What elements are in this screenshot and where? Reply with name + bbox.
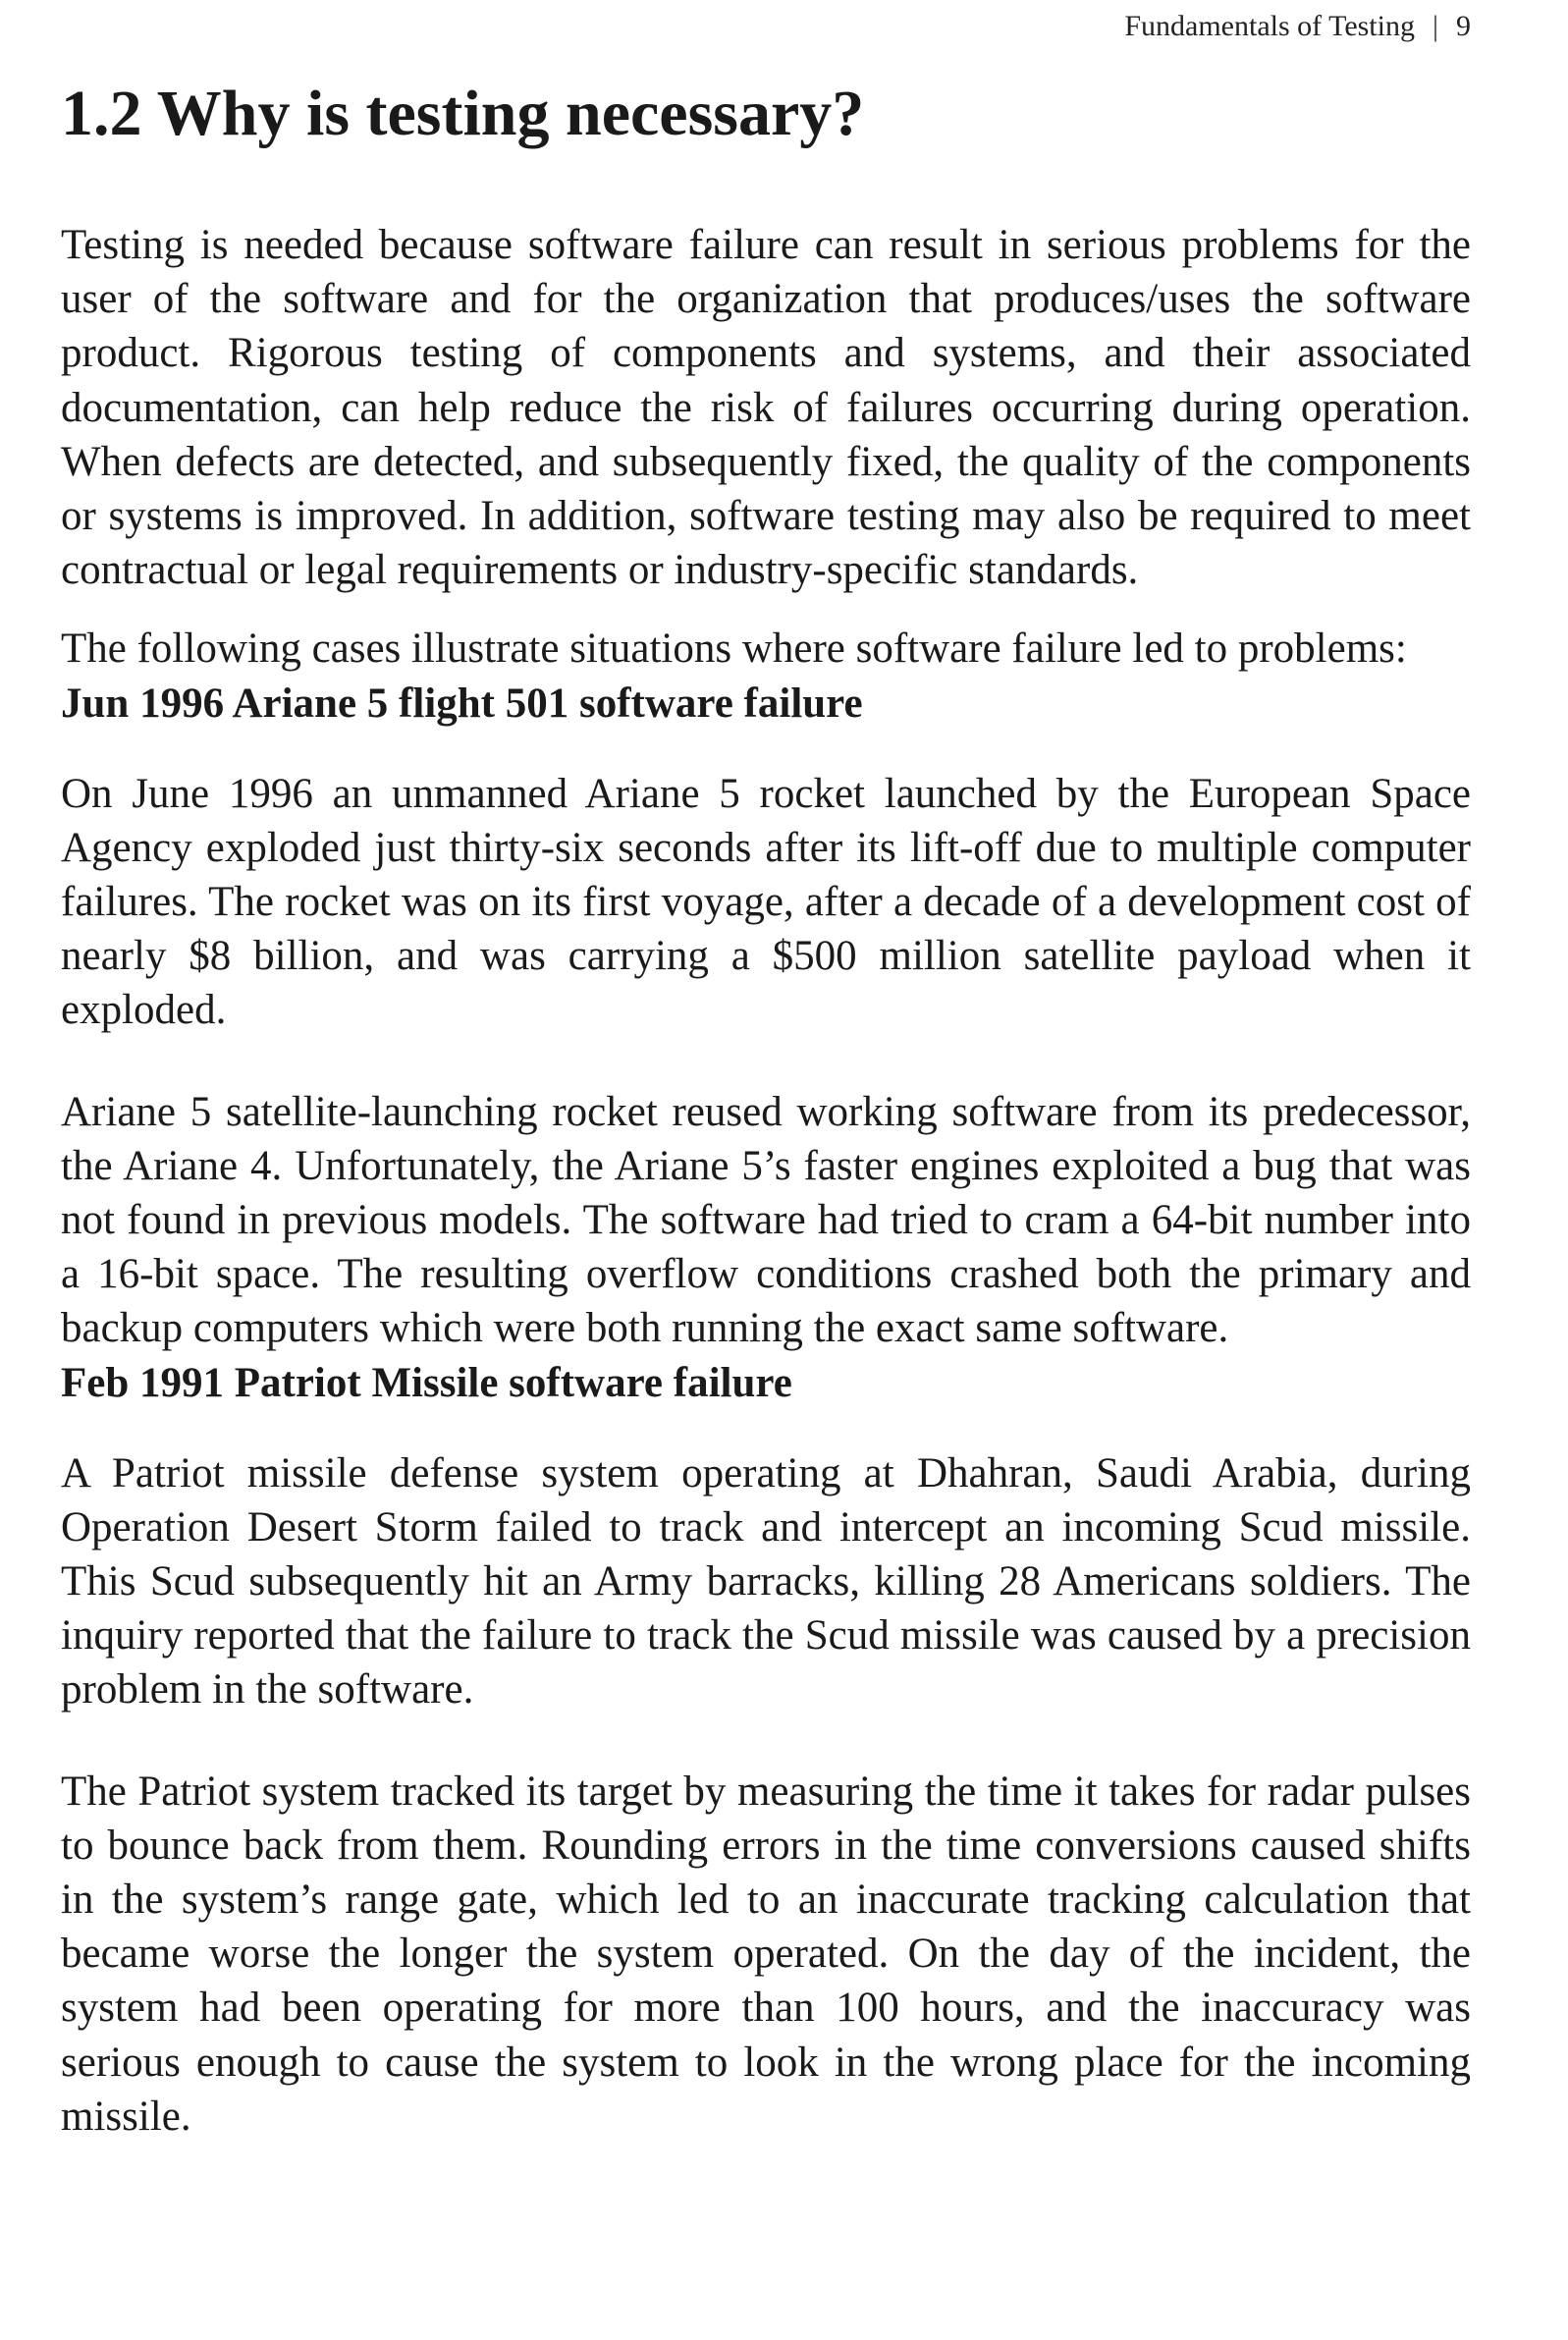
case-paragraph: A Patriot missile defense system operating at Dhahran, Saudi Arabia, during Operation Desert Storm failed to track and intercept an incoming Scud missile. This Scud subsequently hit an Army barracks, killing 28 Americans soldiers. The inquiry reported that the failure to track the Scud missile was caused by a precision problem in the software. (61, 1449, 1471, 1714)
running-header (1124, 8, 1471, 45)
page-number: 9 (1456, 10, 1471, 42)
header-separator: | (1432, 10, 1438, 42)
case-paragraph: On June 1996 an unmanned Ariane 5 rocket launched by the European Space Agency exploded just thirty-six seconds after its lift-off due to multiple computer failures. The rocket was on its first voyage, after a decade of a development cost of nearly $8 billion, and was carrying a $500 million satellite payload when it exploded. (61, 770, 1471, 1034)
case-paragraph: The Patriot system tracked its target by measuring the time it takes for radar pulses to bounce back from them. Rounding errors in the time conversions caused shifts in the system’s range gate, which led to an inaccurate tracking calculation that became worse the longer the system operated. On the day of the incident, the system had been operating for more than 100 hours, and the inaccuracy was serious enough to cause the system to look in the wrong place for the incoming missile. (61, 1768, 1471, 2140)
page-body (61, 218, 1471, 2144)
case-paragraph: Ariane 5 satellite-launching rocket reused working software from its predecessor, the Ariane 4. Unfortunately, the Ariane 5’s faster engines exploited a bug that was not found in previous models. The software had tried to cram a 64-bit number into a 16-bit space. The resulting overflow conditions crashed both the primary and backup computers which were both running the exact same software. (61, 1088, 1471, 1352)
header-book-title: Fundamentals of Testing (1124, 10, 1415, 42)
intro-paragraph: Testing is needed because software failure can result in serious problems for the user of the software and for the organization that produces/uses the software product. Rigorous testing of components and systems, and their associated documentation, can help reduce the risk of failures occurring during operation. When defects are detected, and subsequently fixed, the quality of the components or systems is improved. In addition, software testing may also be required to meet contractual or legal requirements or industry-specific standards. (61, 222, 1471, 594)
case-heading-patriot: Feb 1991 Patriot Missile software failure (61, 1359, 792, 1406)
section-title: 1.2 Why is testing necessary? (61, 78, 865, 149)
intro-lead-in: The following cases illustrate situations where software failure led to problems: (61, 626, 1407, 673)
case-heading-ariane: Jun 1996 Ariane 5 flight 501 software failure (61, 680, 863, 727)
